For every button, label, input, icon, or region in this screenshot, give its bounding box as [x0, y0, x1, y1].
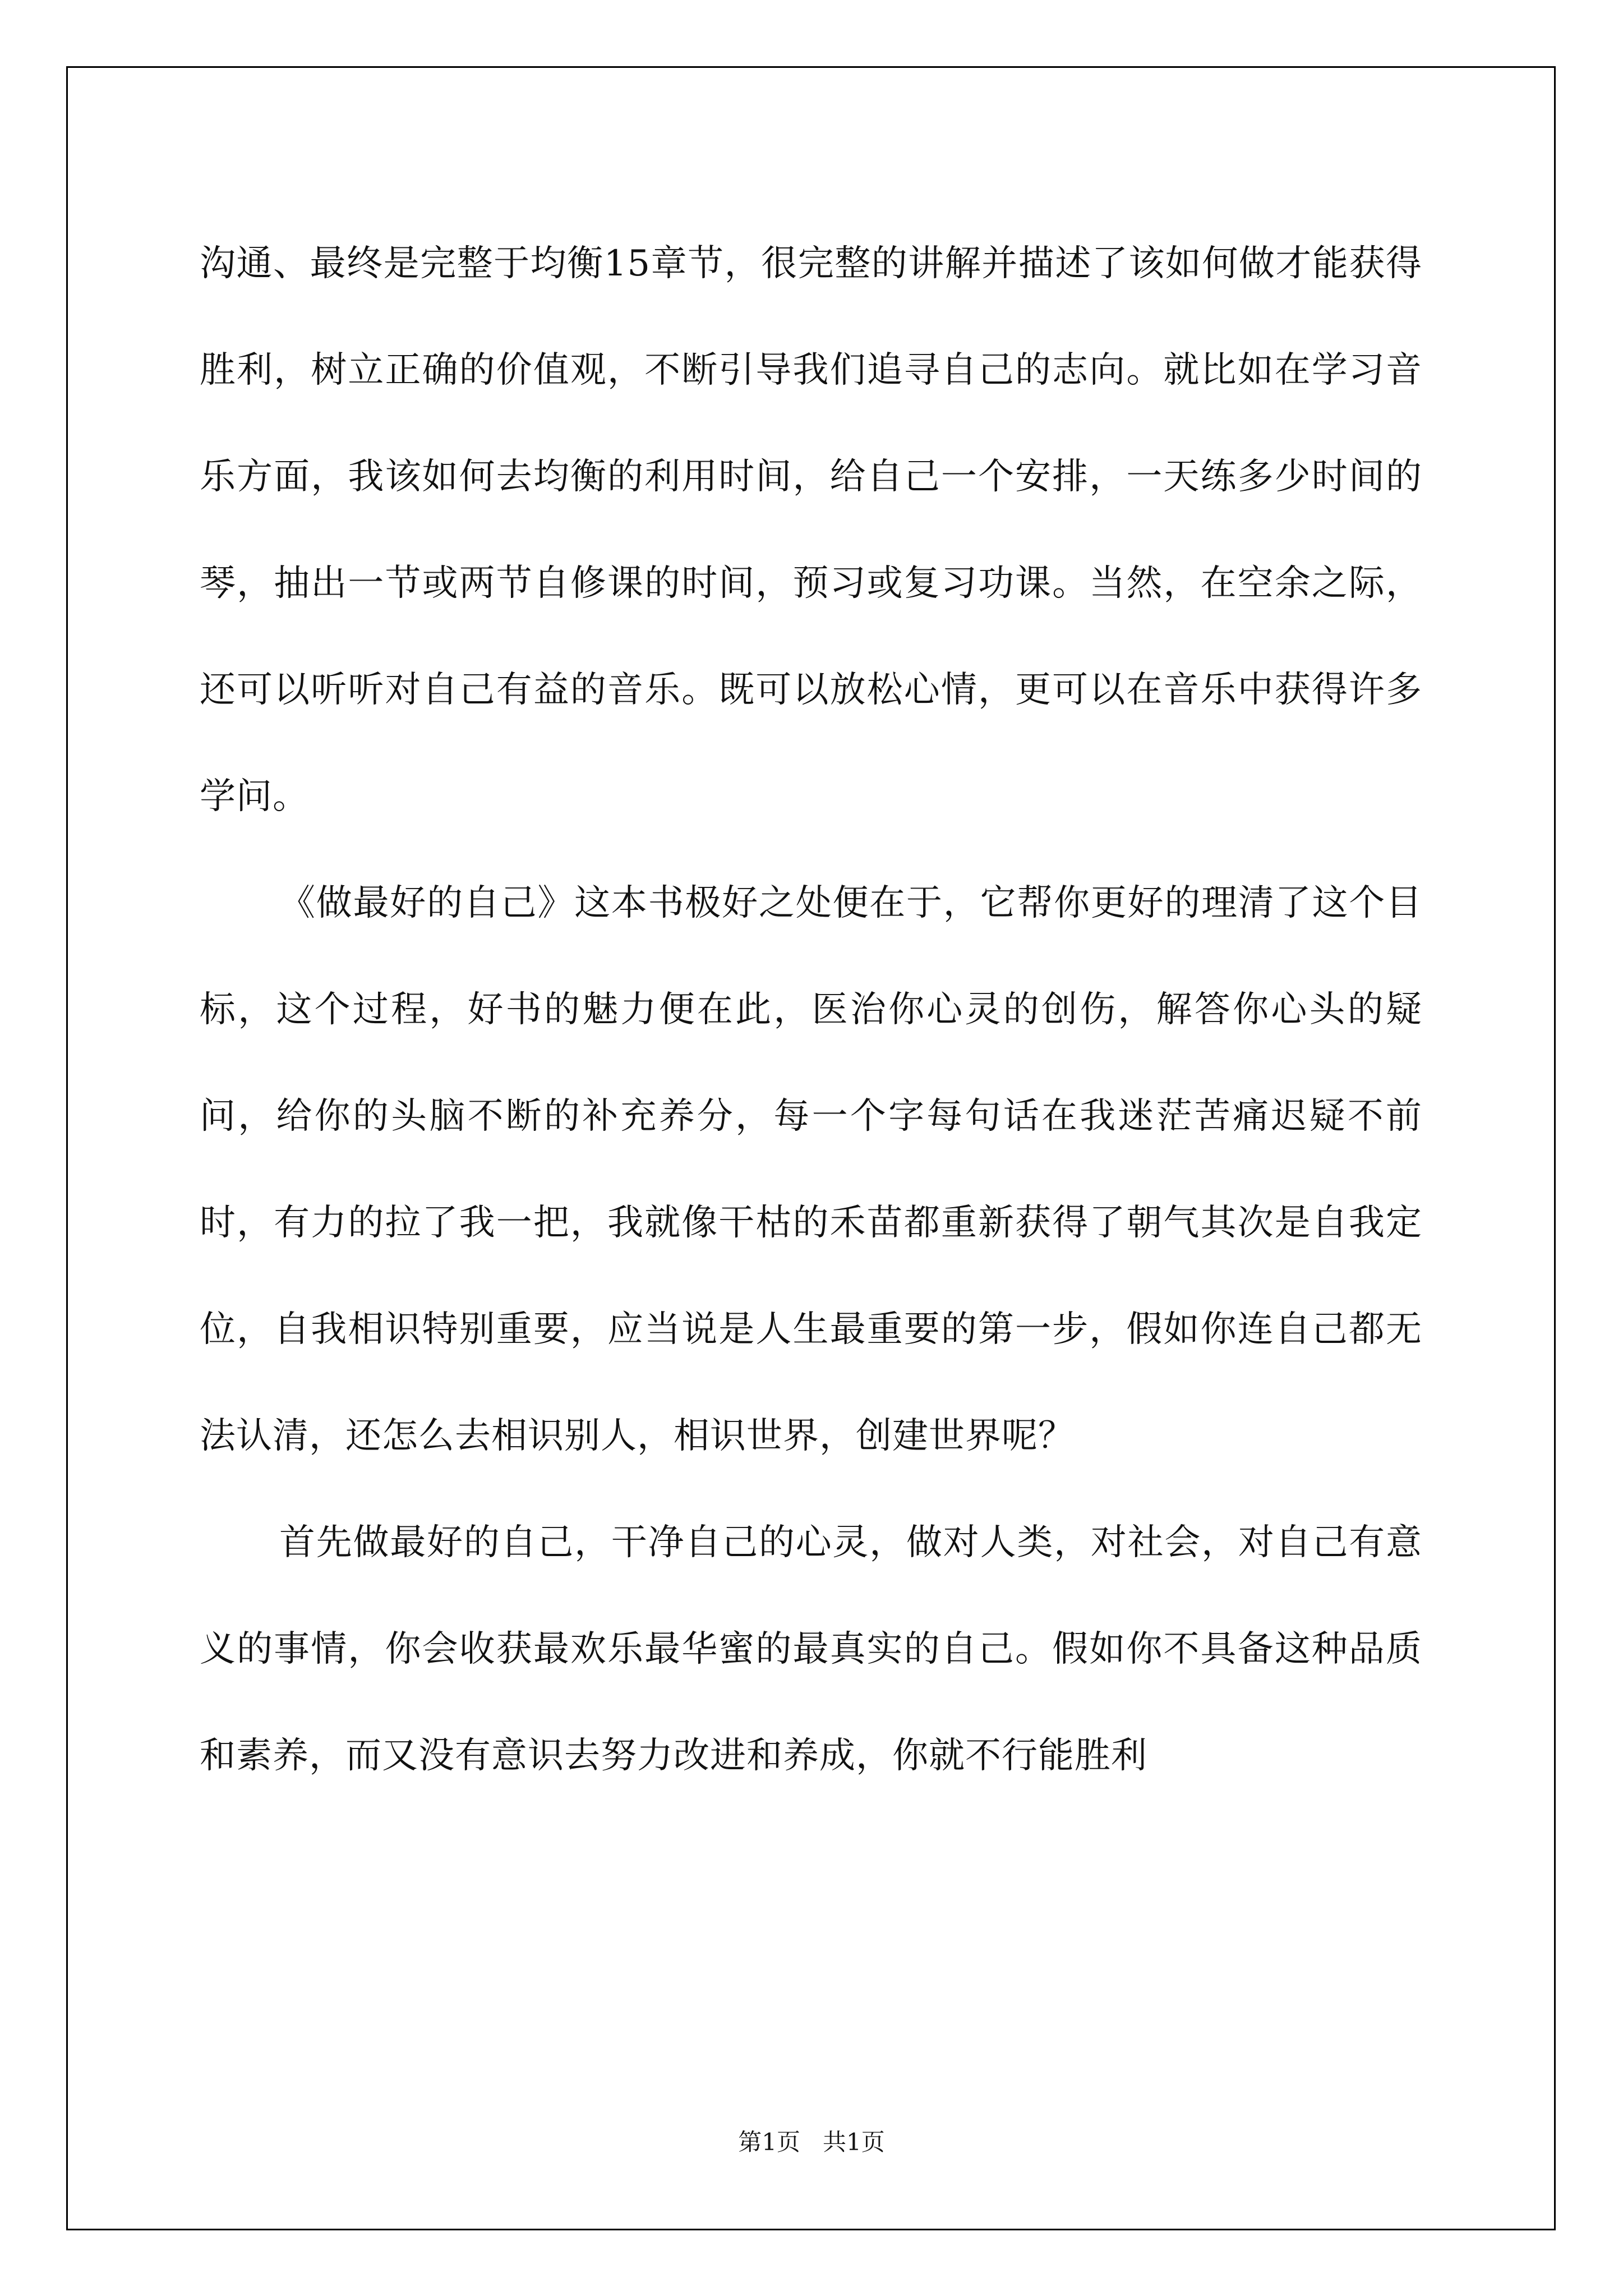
- document-body: [200, 210, 1422, 1809]
- page-number-footer: 第1页 共1页: [738, 2128, 885, 2156]
- paragraph-3: 首先做最好的自己，干净自己的心灵，做对人类，对社会，对自己有意义的事情，你会收获最欢乐最华蜜的最真实的自己。假如你不具备这种品质和素养，而又没有意识去努力改进和养成，你就不行能胜利: [200, 1522, 1422, 1777]
- paragraph-2: 《做最好的自己》这本书极好之处便在于，它帮你更好的理清了这个目标，这个过程，好书的魅力便在此，医治你心灵的创伤，解答你心头的疑问，给你的头脑不断的补充养分，每一个字每句话在我迷茫苦痛迟疑不前时，有力的拉了我一把，我就像干枯的禾苗都重新获得了朝气其次是自我定位，自我相识特别重要，应当说是人生最重要的第一步，假如你连自己都无法认清，还怎么去相识别人，相识世界，创建世界呢？: [200, 882, 1422, 1457]
- paragraph-1: 沟通、最终是完整于均衡15章节，很完整的讲解并描述了该如何做才能获得胜利，树立正确的价值观，不断引导我们追寻自己的志向。就比如在学习音乐方面，我该如何去均衡的利用时间，给自己一个安排，一天练多少时间的琴，抽出一节或两节自修课的时间，预习或复习功课。当然，在空余之际，还可以听听对自己有益的音乐。既可以放松心情，更可以在音乐中获得许多学问。: [200, 243, 1422, 817]
